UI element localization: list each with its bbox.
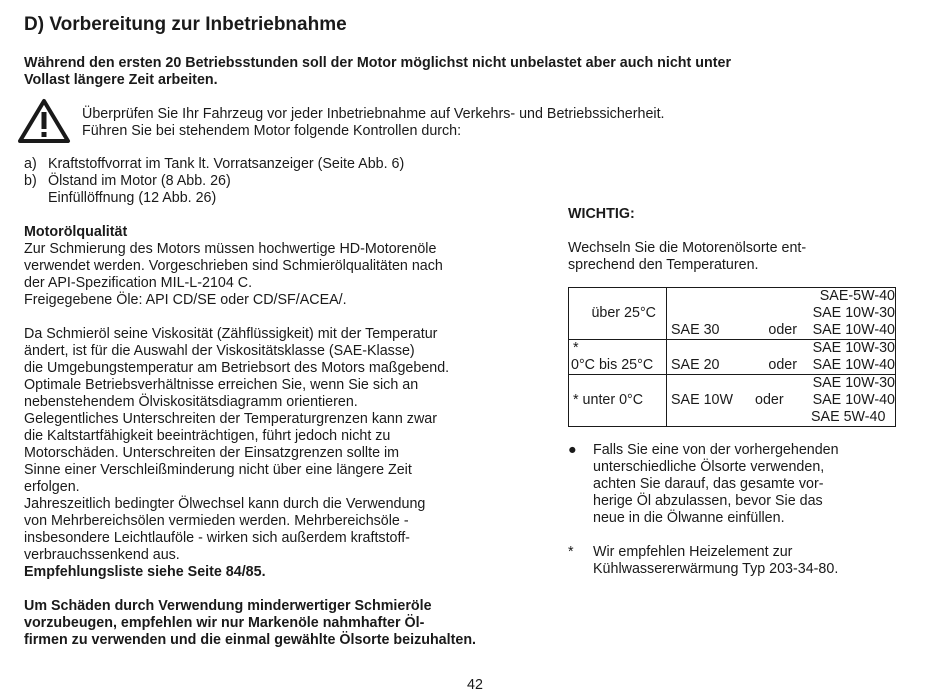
single-grade-oil: SAE 20 bbox=[671, 357, 720, 373]
multigrade-oil: SAE 10W-40 bbox=[812, 392, 895, 408]
table-row bbox=[569, 288, 896, 340]
multigrade-oil: SAE 10W-30 bbox=[812, 305, 895, 321]
intro-paragraph bbox=[24, 55, 844, 89]
notes-list bbox=[568, 442, 908, 578]
intro-line: Vollast längere Zeit arbeiten. bbox=[24, 72, 218, 88]
temp-label: * unter 0°C bbox=[573, 392, 644, 408]
warning-line: Überprüfen Sie Ihr Fahrzeug vor jeder Inbetriebnahme auf Verkehrs- und Betriebssicherheit. bbox=[82, 106, 665, 122]
final-warning-line: Um Schäden durch Verwendung minderwertiger Schmieröle bbox=[24, 598, 432, 614]
single-grade-oil: SAE 30 bbox=[671, 322, 720, 338]
oil-cell bbox=[667, 375, 896, 427]
para-line: erfolgen. bbox=[24, 479, 80, 495]
oil-viscosity-table bbox=[568, 287, 896, 427]
note-line: Wir empfehlen Heizelement zur bbox=[593, 544, 793, 560]
single-grade-oil: SAE 10W bbox=[671, 392, 733, 408]
bullet-icon: ● bbox=[568, 442, 577, 458]
important-line: Wechseln Sie die Motorenölsorte ent- bbox=[568, 240, 807, 256]
note-line: neue in die Ölwanne einfüllen. bbox=[593, 510, 785, 526]
para-line: Freigegebene Öle: API CD/SE oder CD/SF/ACEA/. bbox=[24, 292, 347, 308]
oil-quality-section bbox=[24, 224, 544, 649]
multigrade-oil: SAE 10W-30 bbox=[812, 340, 895, 356]
para-line: von Mehrbereichsölen vermieden werden. Mehrbereichsöle - bbox=[24, 513, 409, 529]
para-line: Gelegentliches Unterschreiten der Temperaturgrenzen kann zwar bbox=[24, 411, 437, 427]
check-marker: a) bbox=[24, 156, 37, 172]
oil-cell bbox=[667, 340, 896, 375]
multigrade-oil: SAE 5W-40 bbox=[811, 409, 886, 425]
note-line: Falls Sie eine von der vorhergehenden bbox=[593, 442, 839, 458]
important-intro bbox=[568, 240, 898, 274]
table-row bbox=[569, 375, 896, 427]
note-line: herige Öl abzulassen, bevor Sie das bbox=[593, 493, 823, 509]
multigrade-oil: SAE 10W-30 bbox=[812, 375, 895, 391]
temp-cell bbox=[569, 340, 667, 375]
para-line: Optimale Betriebsverhältnisse erreichen Sie, wenn Sie sich an bbox=[24, 377, 419, 393]
check-text: Kraftstoffvorrat im Tank lt. Vorratsanzeiger (Seite Abb. 6) bbox=[48, 156, 405, 172]
para-line: der API-Spezification MIL-L-2104 C. bbox=[24, 275, 253, 291]
note-line: unterschiedliche Ölsorte verwenden, bbox=[593, 459, 825, 475]
important-heading: WICHTIG: bbox=[568, 206, 635, 222]
note-line: Kühlwassererwärmung Typ 203-34-80. bbox=[593, 561, 839, 577]
recommendation-line: Empfehlungsliste siehe Seite 84/85. bbox=[24, 564, 266, 580]
table-row bbox=[569, 340, 896, 375]
para-line: verwendet werden. Vorgeschrieben sind Schmierölqualitäten nach bbox=[24, 258, 443, 274]
temp-label: über 25°C bbox=[591, 305, 656, 321]
temp-cell bbox=[569, 288, 667, 340]
warning-triangle-icon bbox=[17, 98, 71, 144]
asterisk-mark: * bbox=[568, 544, 574, 560]
oder-label: oder bbox=[768, 357, 797, 373]
check-marker: b) bbox=[24, 173, 37, 189]
para-line: Motorschäden. Unterschreiten der Einsatzgrenzen sollte im bbox=[24, 445, 400, 461]
warning-line: Führen Sie bei stehendem Motor folgende Kontrollen durch: bbox=[82, 123, 462, 139]
para-line: Sinne einer Verschleißminderung nicht über eine längere Zeit bbox=[24, 462, 412, 478]
check-item bbox=[24, 173, 544, 190]
section-heading: Motorölqualität bbox=[24, 224, 128, 240]
oil-cell bbox=[667, 288, 896, 340]
para-line: Da Schmieröl seine Viskosität (Zähflüssigkeit) mit der Temperatur bbox=[24, 326, 438, 342]
final-warning-line: vorzubeugen, empfehlen wir nur Markenöle nahmhafter Öl- bbox=[24, 615, 425, 631]
note-item bbox=[568, 442, 908, 527]
page-number: 42 bbox=[467, 677, 483, 693]
warning-text bbox=[82, 106, 842, 140]
para-line: nebenstehendem Ölviskositätsdiagramm orientieren. bbox=[24, 394, 358, 410]
check-subtext: Einfüllöffnung (12 Abb. 26) bbox=[48, 190, 217, 206]
multigrade-oil: SAE-5W-40 bbox=[819, 288, 895, 304]
multigrade-oil: SAE 10W-40 bbox=[812, 357, 895, 373]
final-warning-line: firmen zu verwenden und die einmal gewählte Ölsorte beizuhalten. bbox=[24, 632, 477, 648]
important-line: sprechend den Temperaturen. bbox=[568, 257, 759, 273]
check-list bbox=[24, 156, 544, 207]
page-title: D) Vorbereitung zur Inbetriebnahme bbox=[24, 14, 347, 35]
asterisk-mark: * bbox=[573, 340, 579, 356]
note-item bbox=[568, 544, 908, 578]
para-line: die Kaltstartfähigkeit beeinträchtigen, führt jedoch nicht zu bbox=[24, 428, 391, 444]
check-text: Ölstand im Motor (8 Abb. 26) bbox=[48, 173, 231, 189]
temp-label: 0°C bis 25°C bbox=[571, 357, 654, 373]
para-line: Jahreszeitlich bedingter Ölwechsel kann durch die Verwendung bbox=[24, 496, 426, 512]
para-line: Zur Schmierung des Motors müssen hochwertige HD-Motorenöle bbox=[24, 241, 437, 257]
para-line: ändert, ist für die Auswahl der Viskositätsklasse (SAE-Klasse) bbox=[24, 343, 415, 359]
oder-label: oder bbox=[755, 392, 784, 408]
para-line: insbesondere Leichtlauföle - wirken sich außerdem kraftstoff- bbox=[24, 530, 410, 546]
multigrade-oil: SAE 10W-40 bbox=[812, 322, 895, 338]
temp-cell bbox=[569, 375, 667, 427]
para-line: die Umgebungstemperatur am Betriebsort des Motors maßgebend. bbox=[24, 360, 450, 376]
para-line: verbrauchssenkend aus. bbox=[24, 547, 180, 563]
check-item bbox=[24, 156, 544, 173]
intro-line: Während den ersten 20 Betriebsstunden soll der Motor möglichst nicht unbelastet aber auch nicht unter bbox=[24, 55, 732, 71]
oder-label: oder bbox=[768, 322, 797, 338]
note-line: achten Sie darauf, das gesamte vor- bbox=[593, 476, 824, 492]
